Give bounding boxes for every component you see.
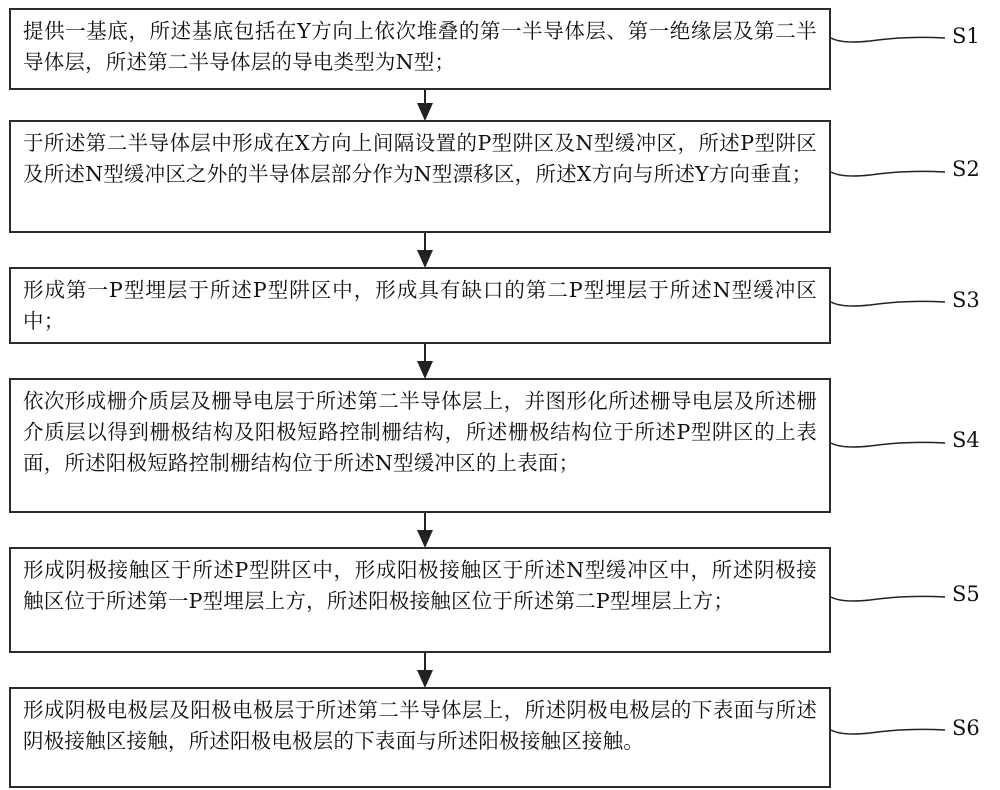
leader-s5 <box>831 596 945 601</box>
step-text: 形成第一P型埋层于所述P型阱区中，形成具有缺口的第二P型埋层于所述N型缓冲区中； <box>23 278 817 333</box>
step-box-s3 <box>9 267 831 344</box>
leader-s3 <box>831 301 945 306</box>
step-box-s1 <box>9 8 831 90</box>
leader-s6 <box>831 729 945 734</box>
step-box-s2 <box>9 120 831 233</box>
leader-s2 <box>831 171 945 176</box>
step-label-s3: S3 <box>952 288 980 312</box>
step-label-s6: S6 <box>952 716 980 740</box>
step-box-s6 <box>9 687 831 788</box>
step-label-s5: S5 <box>952 582 980 606</box>
step-box-s4 <box>9 378 831 513</box>
leader-s1 <box>831 37 945 42</box>
step-text: 提供一基底，所述基底包括在Y方向上依次堆叠的第一半导体层、第一绝缘层及第二半导体层，所述第二半导体层的导电类型为N型； <box>23 19 817 74</box>
step-text: 依次形成栅介质层及栅导电层于所述第二半导体层上，并图形化所述栅导电层及所述栅介质层以得到栅极结构及阳极短路控制栅结构，所述栅极结构位于所述P型阱区的上表面，所述阳极短路控制栅结构位于所述N型缓冲区的上表面； <box>23 389 817 475</box>
step-text: 形成阴极接触区于所述P型阱区中，形成阳极接触区于所述N型缓冲区中，所述阴极接触区位于所述第一P型埋层上方，所述阳极接触区位于所述第二P型埋层上方； <box>23 558 817 613</box>
leader-s4 <box>831 442 945 447</box>
step-label-s2: S2 <box>952 157 980 181</box>
step-label-s4: S4 <box>952 428 980 452</box>
step-text: 于所述第二半导体层中形成在X方向上间隔设置的P型阱区及N型缓冲区，所述P型阱区及所述N型缓冲区之外的半导体层部分作为N型漂移区，所述X方向与所述Y方向垂直； <box>23 131 817 186</box>
step-text: 形成阴极电极层及阳极电极层于所述第二半导体层上，所述阴极电极层的下表面与所述阴极接触区接触，所述阳极电极层的下表面与所述阳极接触区接触。 <box>23 698 817 753</box>
step-label-s1: S1 <box>952 24 980 48</box>
step-box-s5 <box>9 547 831 653</box>
